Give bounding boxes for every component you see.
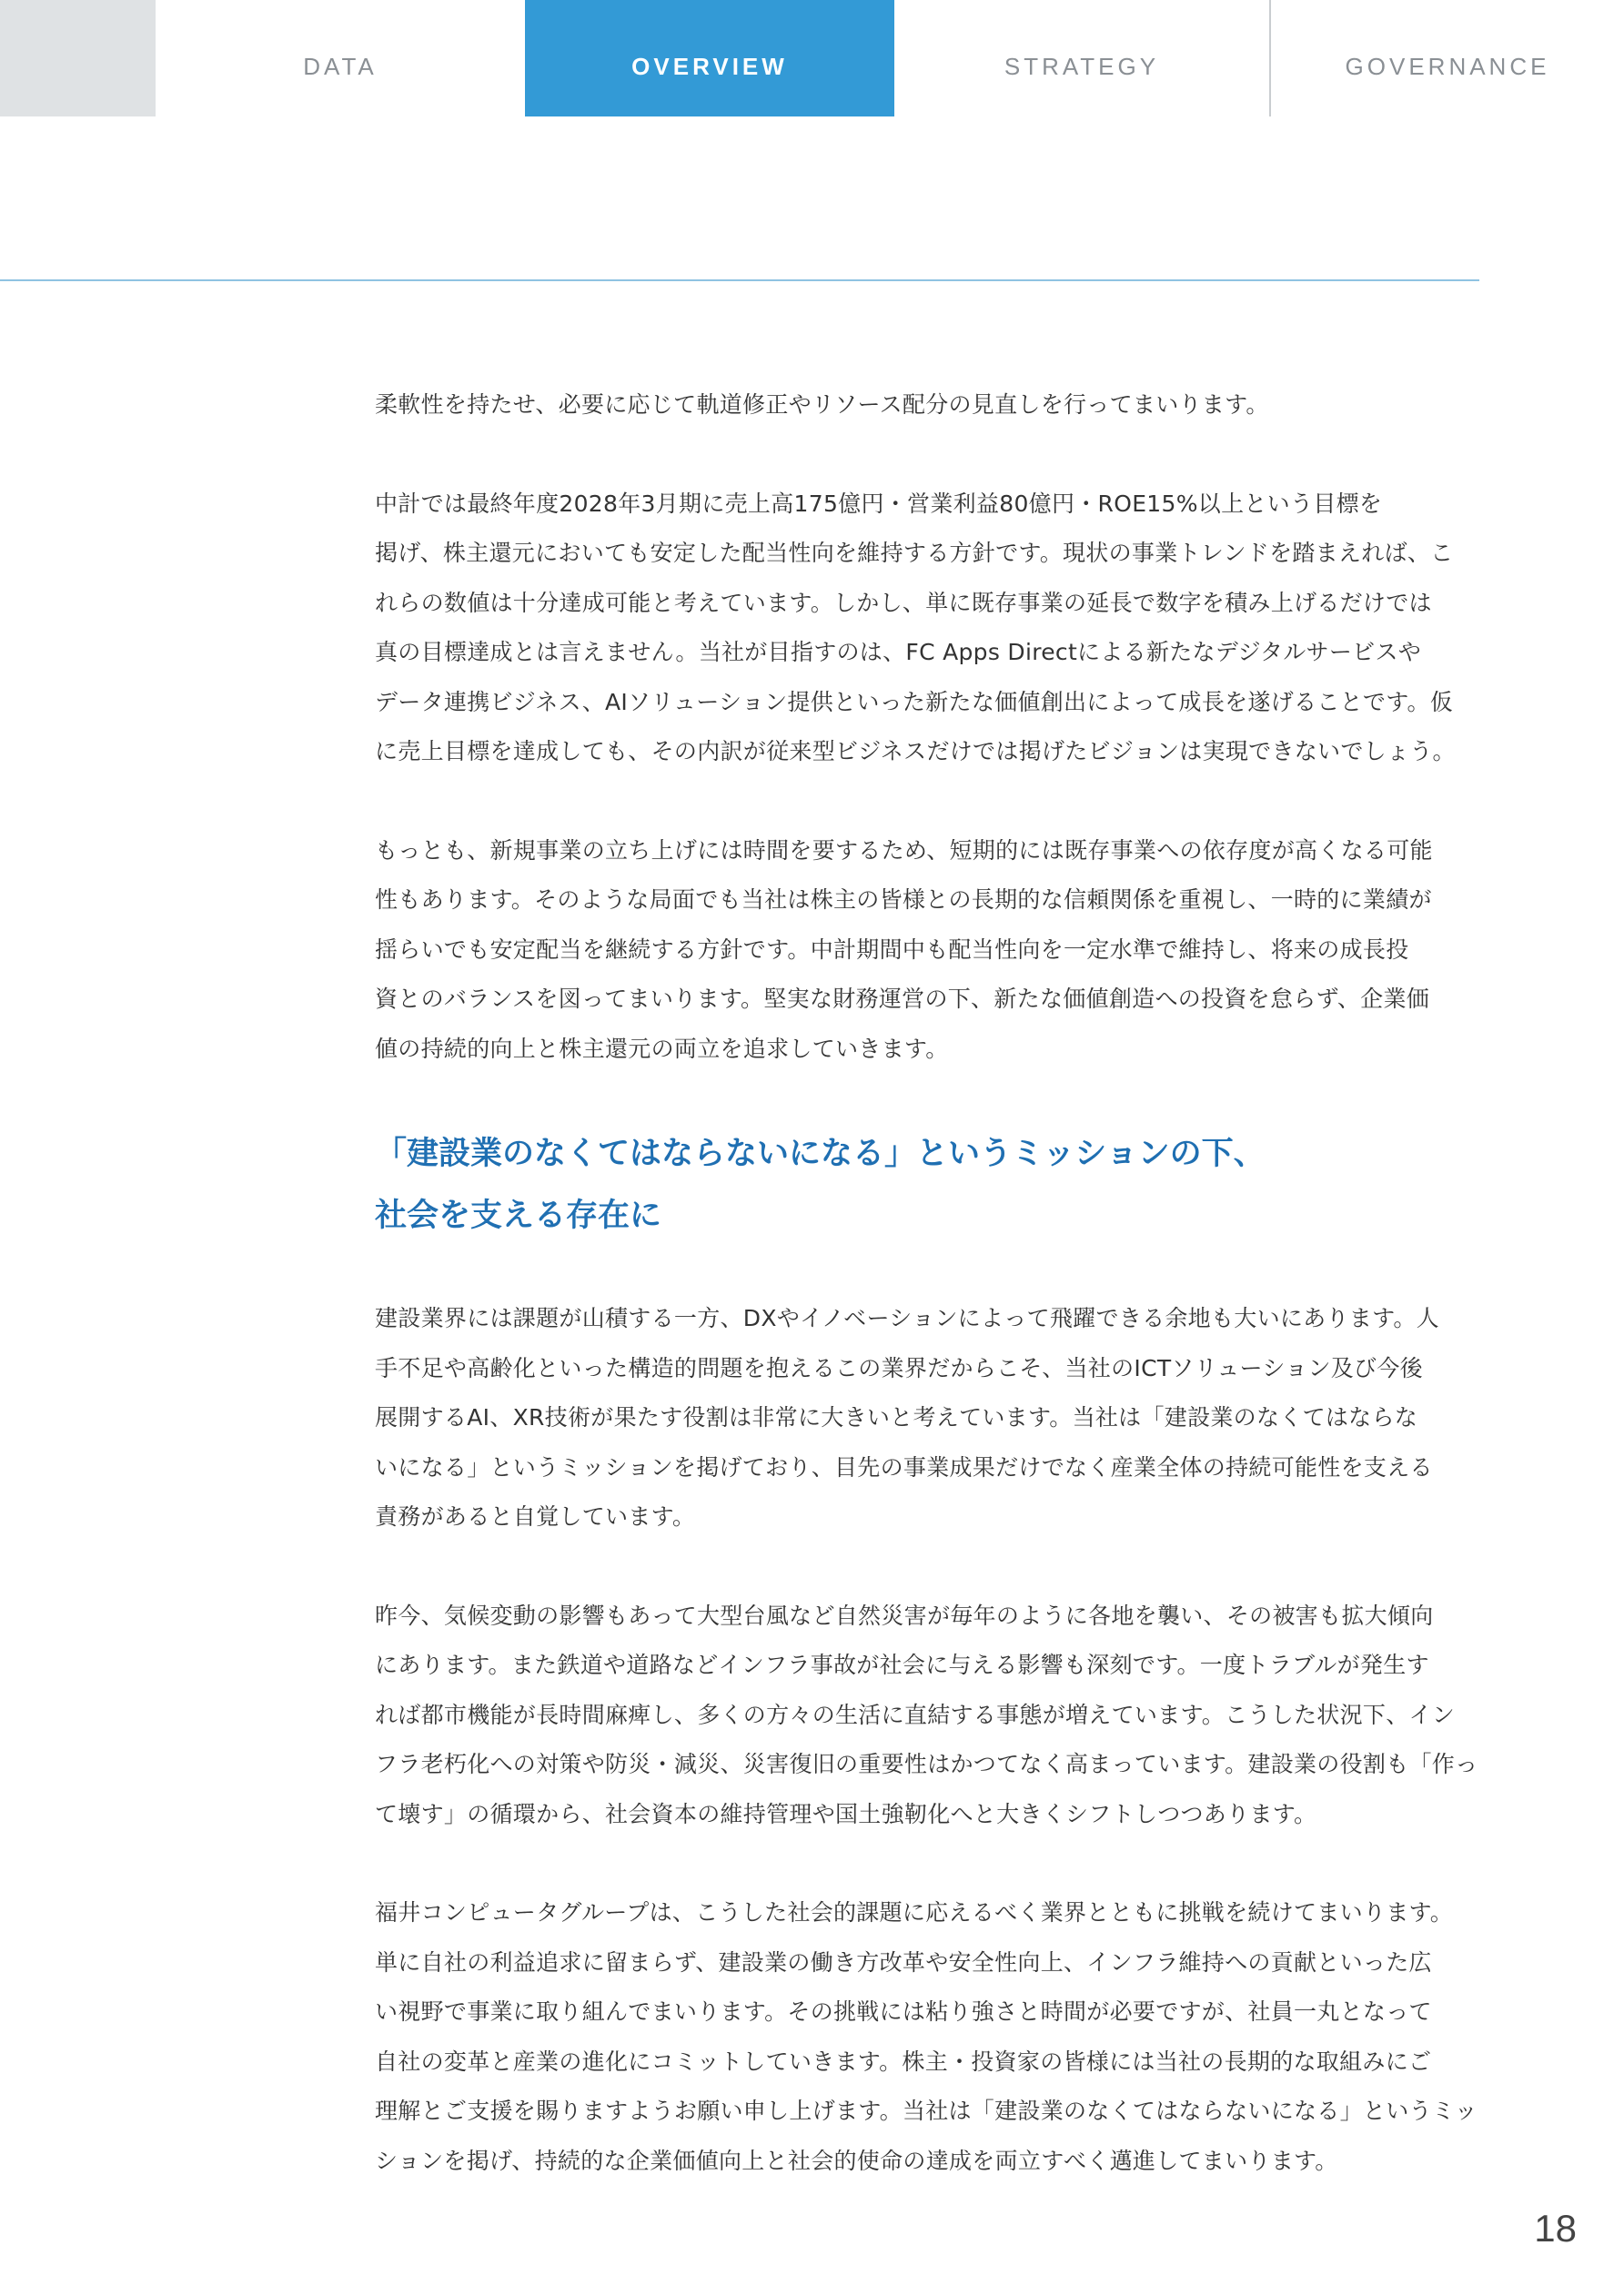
page-number: 18 — [1534, 2207, 1577, 2250]
header-rule — [0, 279, 1479, 281]
paragraph-1: 柔軟性を持たせ、必要に応じて軌道修正やリソース配分の見直しを行ってまいります。 — [375, 391, 1269, 418]
section-heading: 「建設業のなくてはならないになる」というミッションの下、 社会を支える存在に — [375, 1136, 1266, 1234]
article-body — [375, 380, 1503, 2235]
tab-data[interactable]: DATA — [303, 52, 378, 80]
paragraph-4: 建設業界には課題が山積する一方、DXやイノベーションによって飛躍できる余地も大いにあります。人 手不足や高齢化といった構造的問題を抱えるこの業界だからこそ、当社のICTソリューション及び今後 展開するAI、XR技術が果たす役割は非常に大きいと考えています。当社は「建設業のなくてはならな いになる」というミッションを掲げており、目先の事業成果だけでなく産業全体の持続可能性を支える 責務があると自覚しています。 — [375, 1305, 1439, 1530]
paragraph-2: 中計では最終年度2028年3月期に売上高175億円・営業利益80億円・ROE15%以上という目標を 掲げ、株主還元においても安定した配当性向を維持する方針です。現状の事業トレンドを踏まえれば、こ れらの数値は十分達成可能と考えています。しかし、単に既存事業の延長で数字を積み上げるだけでは 真の目標達成とは言えません。当社が目指すのは、FC Apps Directによる新たなデジタルサービスや データ連携ビジネス、AIソリューション提供といった新たな価値創出によって成長を遂げることです。仮 に売上目標を達成しても、その内訳が従来型ビジネスだけでは掲げたビジョンは実現できないでしょう。 — [375, 490, 1456, 764]
paragraph-5: 昨今、気候変動の影響もあって大型台風など自然災害が毎年のように各地を襲い、その被害も拡大傾向 にあります。また鉄道や道路などインフラ事故が社会に与える影響も深刻です。一度トラブルが発生す れば都市機能が長時間麻痺し、多くの方々の生活に直結する事態が増えています。こうした状況下、イン フラ老朽化への対策や防災・減災、災害復旧の重要性はかつてなく高まっています。建設業の役割も「作っ て壊す」の循環から、社会資本の維持管理や国土強靭化へと大きくシフトしつつあります。 — [375, 1602, 1478, 1827]
paragraph-6: 福井コンピュータグループは、こうした社会的課題に応えるべく業界とともに挑戦を続けてまいります。 単に自社の利益追求に留まらず、建設業の働き方改革や安全性向上、インフラ維持への貢献といった広 い視野で事業に取り組んでまいります。その挑戦には粘り強さと時間が必要ですが、社員一丸となって 自社の変革と産業の進化にコミットしていきます。株主・投資家の皆様には当社の長期的な取組みにご 理解とご支援を賜りますようお願い申し上げます。当社は「建設業のなくてはならないになる」というミッ ションを掲げ、持続的な企業価値向上と社会的使命の達成を両立すべく邁進してまいります。 — [375, 1899, 1478, 2174]
tab-strategy[interactable]: STRATEGY — [1004, 52, 1160, 80]
corner-block — [0, 0, 156, 116]
section-tabs — [0, 0, 1624, 116]
paragraph-3: もっとも、新規事業の立ち上げには時間を要するため、短期的には既存事業への依存度が高くなる可能 性もあります。そのような局面でも当社は株主の皆様との長期的な信頼関係を重視し、一時的に業績が 揺らいでも安定配当を継続する方針です。中計期間中も配当性向を一定水準で維持し、将来の成長投 資とのバランスを図ってまいります。堅実な財務運営の下、新たな価値創造への投資を怠らず、企業価 値の持続的向上と株主還元の両立を追求していきます。 — [375, 836, 1433, 1062]
tab-governance[interactable]: GOVERNANCE — [1345, 52, 1550, 80]
tab-overview[interactable]: OVERVIEW — [525, 0, 894, 116]
